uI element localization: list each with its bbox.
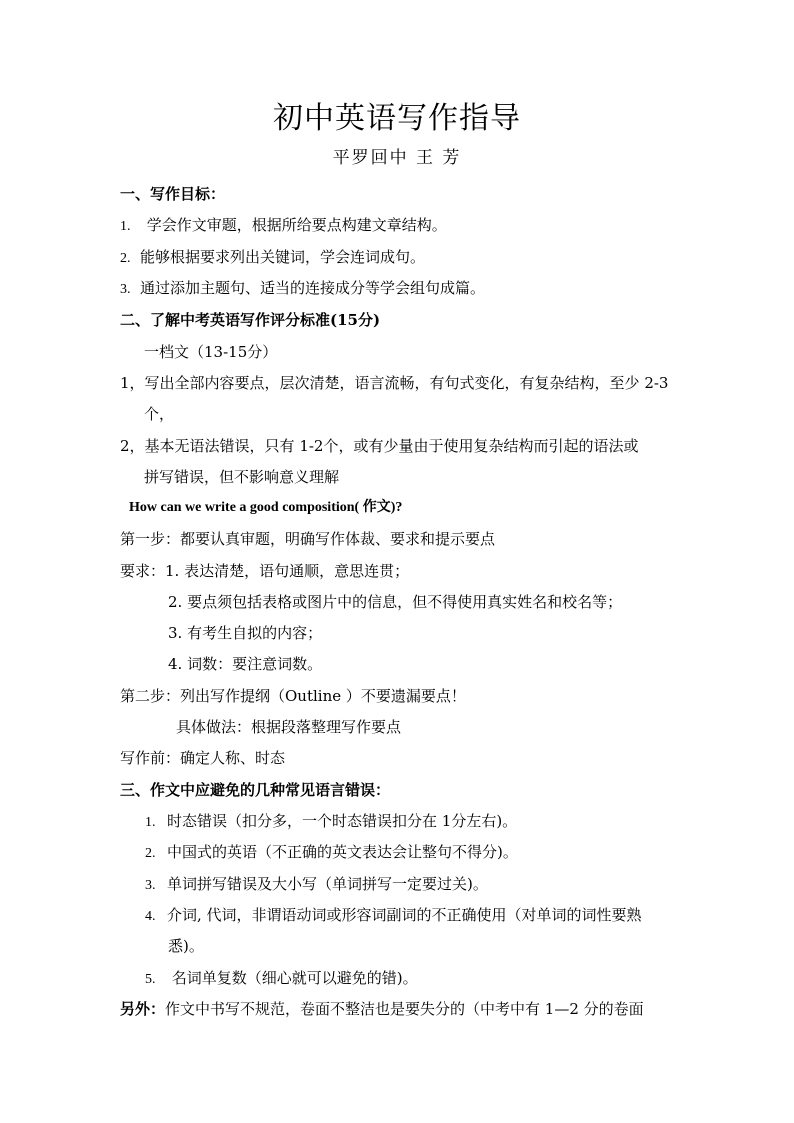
error-item-5 — [145, 967, 418, 991]
composition-question: How can we write a good composition( 作文)? — [129, 500, 403, 515]
error-item-1-num: 1. — [145, 815, 156, 830]
error-item-2-num: 2. — [145, 846, 156, 861]
goal-item-2-text: 能够根据要求列出关键词，学会连词成句。 — [140, 248, 426, 266]
requirement-1-row — [120, 560, 409, 582]
note-text: 作文中书写不规范，卷面不整洁也是要失分的（中考中有 1—2 分的卷面 — [165, 1000, 644, 1018]
section3-heading: 三、作文中应避免的几种常见语言错误： — [120, 781, 391, 799]
grade-label: 一档文（13-15分） — [144, 343, 278, 361]
document-title: 初中英语写作指导 — [273, 101, 521, 136]
requirement-2: 2. 要点须包括表格或图片中的信息，但不得使用真实姓名和校名等； — [168, 593, 623, 611]
error-item-4-num: 4. — [145, 909, 156, 924]
note-label: 另外： — [120, 1000, 166, 1018]
criterion-2-line1: 2，基本无语法错误，只有 1-2个，或有少量由于使用复杂结构而引起的语法或 — [120, 437, 639, 455]
section1-heading: 一、写作目标： — [120, 185, 226, 203]
goal-item-3 — [120, 277, 485, 301]
goal-item-3-num: 3. — [120, 282, 131, 297]
requirement-1: 1. 表达清楚，语句通顺，意思连贯； — [165, 562, 410, 580]
error-item-4-text: 介词, 代词，非谓语动词或形容词副词的不正确使用（对单词的词性要熟 — [167, 906, 642, 924]
goal-item-3-text: 通过添加主题句、适当的连接成分等学会组句成篇。 — [140, 279, 486, 297]
criterion-1-line2: 个， — [144, 405, 175, 423]
error-item-4 — [145, 904, 642, 928]
error-item-2-text: 中国式的英语（不正确的英文表达会让整句不得分)。 — [167, 843, 518, 861]
error-item-1 — [145, 810, 517, 834]
error-item-3-text: 单词拼写错误及大小写（单词拼写一定要过关)。 — [167, 875, 488, 893]
note-line — [120, 998, 644, 1020]
requirement-4: 4. 词数：要注意词数。 — [168, 655, 323, 673]
section2-heading: 二、了解中考英语写作评分标准(15分) — [120, 311, 381, 329]
goal-item-2-num: 2. — [120, 251, 131, 266]
error-item-1-text: 时态错误（扣分多，一个时态错误扣分在 1分左右)。 — [167, 812, 518, 830]
goal-item-1 — [120, 214, 447, 238]
error-item-4-continuation: 悉)。 — [168, 937, 204, 955]
criterion-1-line1: 1，写出全部内容要点，层次清楚，语言流畅，有句式变化，有复杂结构，至少 2-3 — [120, 374, 669, 392]
criterion-2-line2: 拼写错误，但不影响意义理解 — [144, 468, 340, 486]
step-1: 第一步：都要认真审题，明确写作体裁、要求和提示要点 — [120, 530, 496, 548]
author-line: 平罗回中 王 芳 — [332, 148, 462, 168]
error-item-5-text: 名词单复数（细心就可以避免的错)。 — [167, 969, 418, 987]
step-2: 第二步：列出写作提纲（Outline ）不要遗漏要点！ — [120, 687, 466, 705]
before-writing-line: 写作前：确定人称、时态 — [120, 749, 286, 767]
error-item-3-num: 3. — [145, 878, 156, 893]
requirement-3: 3. 有考生自拟的内容； — [168, 624, 323, 642]
requirements-label: 要求： — [120, 562, 166, 580]
goal-item-1-text: 学会作文审题，根据所给要点构建文章结构。 — [142, 216, 447, 234]
error-item-3 — [145, 873, 488, 897]
goal-item-2 — [120, 246, 425, 270]
error-item-5-num: 5. — [145, 972, 156, 987]
error-item-2 — [145, 841, 518, 865]
method-line: 具体做法：根据段落整理写作要点 — [176, 718, 402, 736]
goal-item-1-num: 1. — [120, 219, 131, 234]
